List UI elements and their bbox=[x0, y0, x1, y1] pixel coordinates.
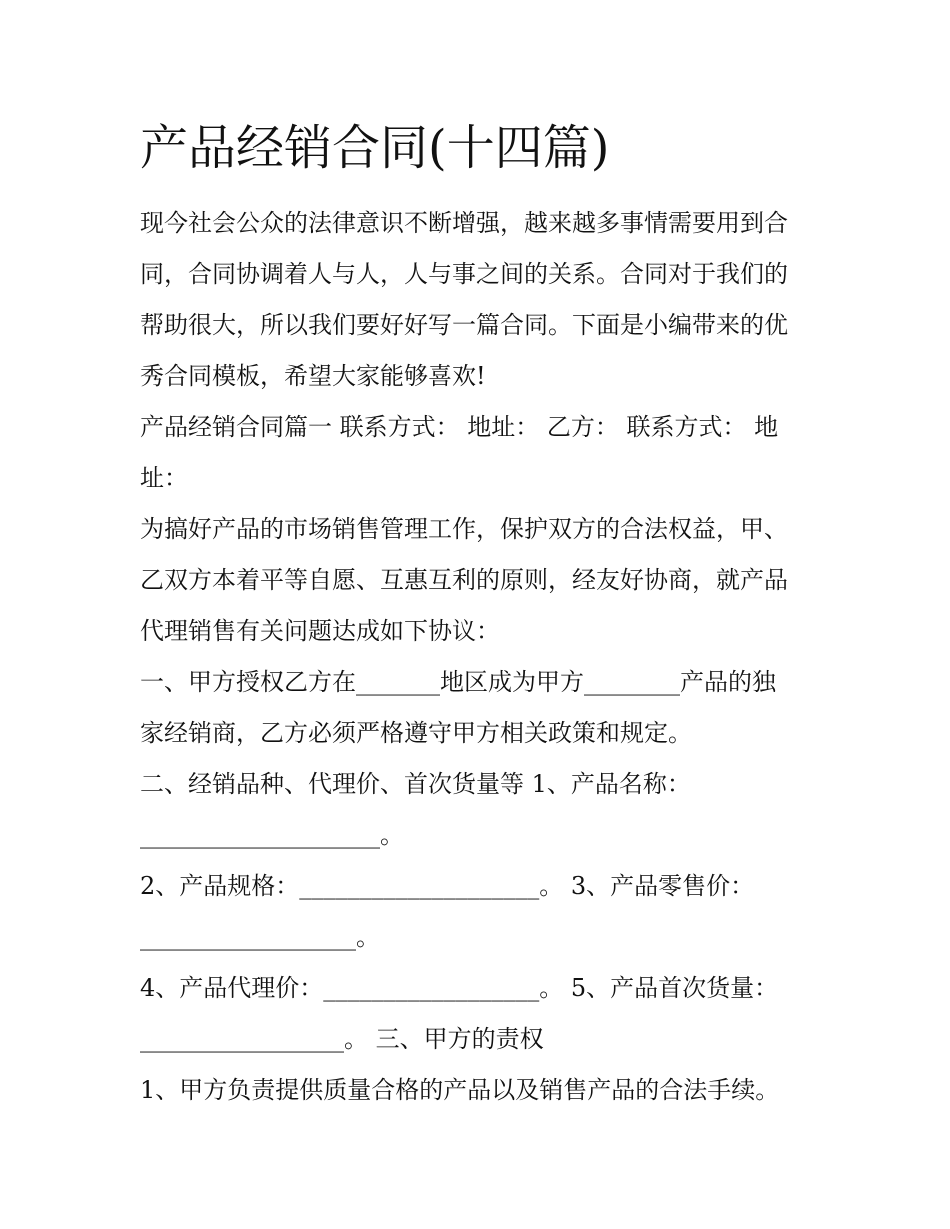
body-line: 现今社会公众的法律意识不断增强，越来越多事情需要用到合 bbox=[140, 209, 788, 237]
body-line: 一、甲方授权乙方在_______地区成为甲方________产品的独 bbox=[140, 668, 776, 696]
body-line: 为搞好产品的市场销售管理工作，保护双方的合法权益，甲、 bbox=[140, 515, 788, 543]
body-line: 乙双方本着平等自愿、互惠互利的原则，经友好协商，就产品 bbox=[140, 566, 788, 594]
body-line: 4、产品代理价：__________________。 5、产品首次货量： bbox=[140, 974, 779, 1002]
body-line: 同，合同协调着人与人，人与事之间的关系。合同对于我们的 bbox=[140, 260, 788, 288]
body-line: 代理销售有关问题达成如下协议： bbox=[140, 617, 500, 645]
body-line: 家经销商，乙方必须严格遵守甲方相关政策和规定。 bbox=[140, 719, 692, 747]
document-title: 产品经销合同(十四篇) bbox=[140, 120, 610, 176]
body-line: ____________________。 bbox=[140, 821, 404, 849]
body-line: 二、经销品种、代理价、首次货量等 1、产品名称： bbox=[140, 770, 691, 798]
document-body bbox=[140, 198, 820, 1116]
body-line: 产品经销合同篇一 联系方式： 地址： 乙方： 联系方式： 地 bbox=[140, 413, 779, 441]
body-line: 秀合同模板，希望大家能够喜欢! bbox=[140, 362, 486, 390]
body-line: 帮助很大，所以我们要好好写一篇合同。下面是小编带来的优 bbox=[140, 311, 788, 339]
body-line: 2、产品规格：____________________。 3、产品零售价： bbox=[140, 872, 755, 900]
body-line: _________________。 三、甲方的责权 bbox=[140, 1025, 544, 1053]
body-line: 址： bbox=[140, 464, 188, 492]
body-line: 1、甲方负责提供质量合格的产品以及销售产品的合法手续。 bbox=[140, 1076, 780, 1104]
body-line: __________________。 bbox=[140, 923, 380, 951]
